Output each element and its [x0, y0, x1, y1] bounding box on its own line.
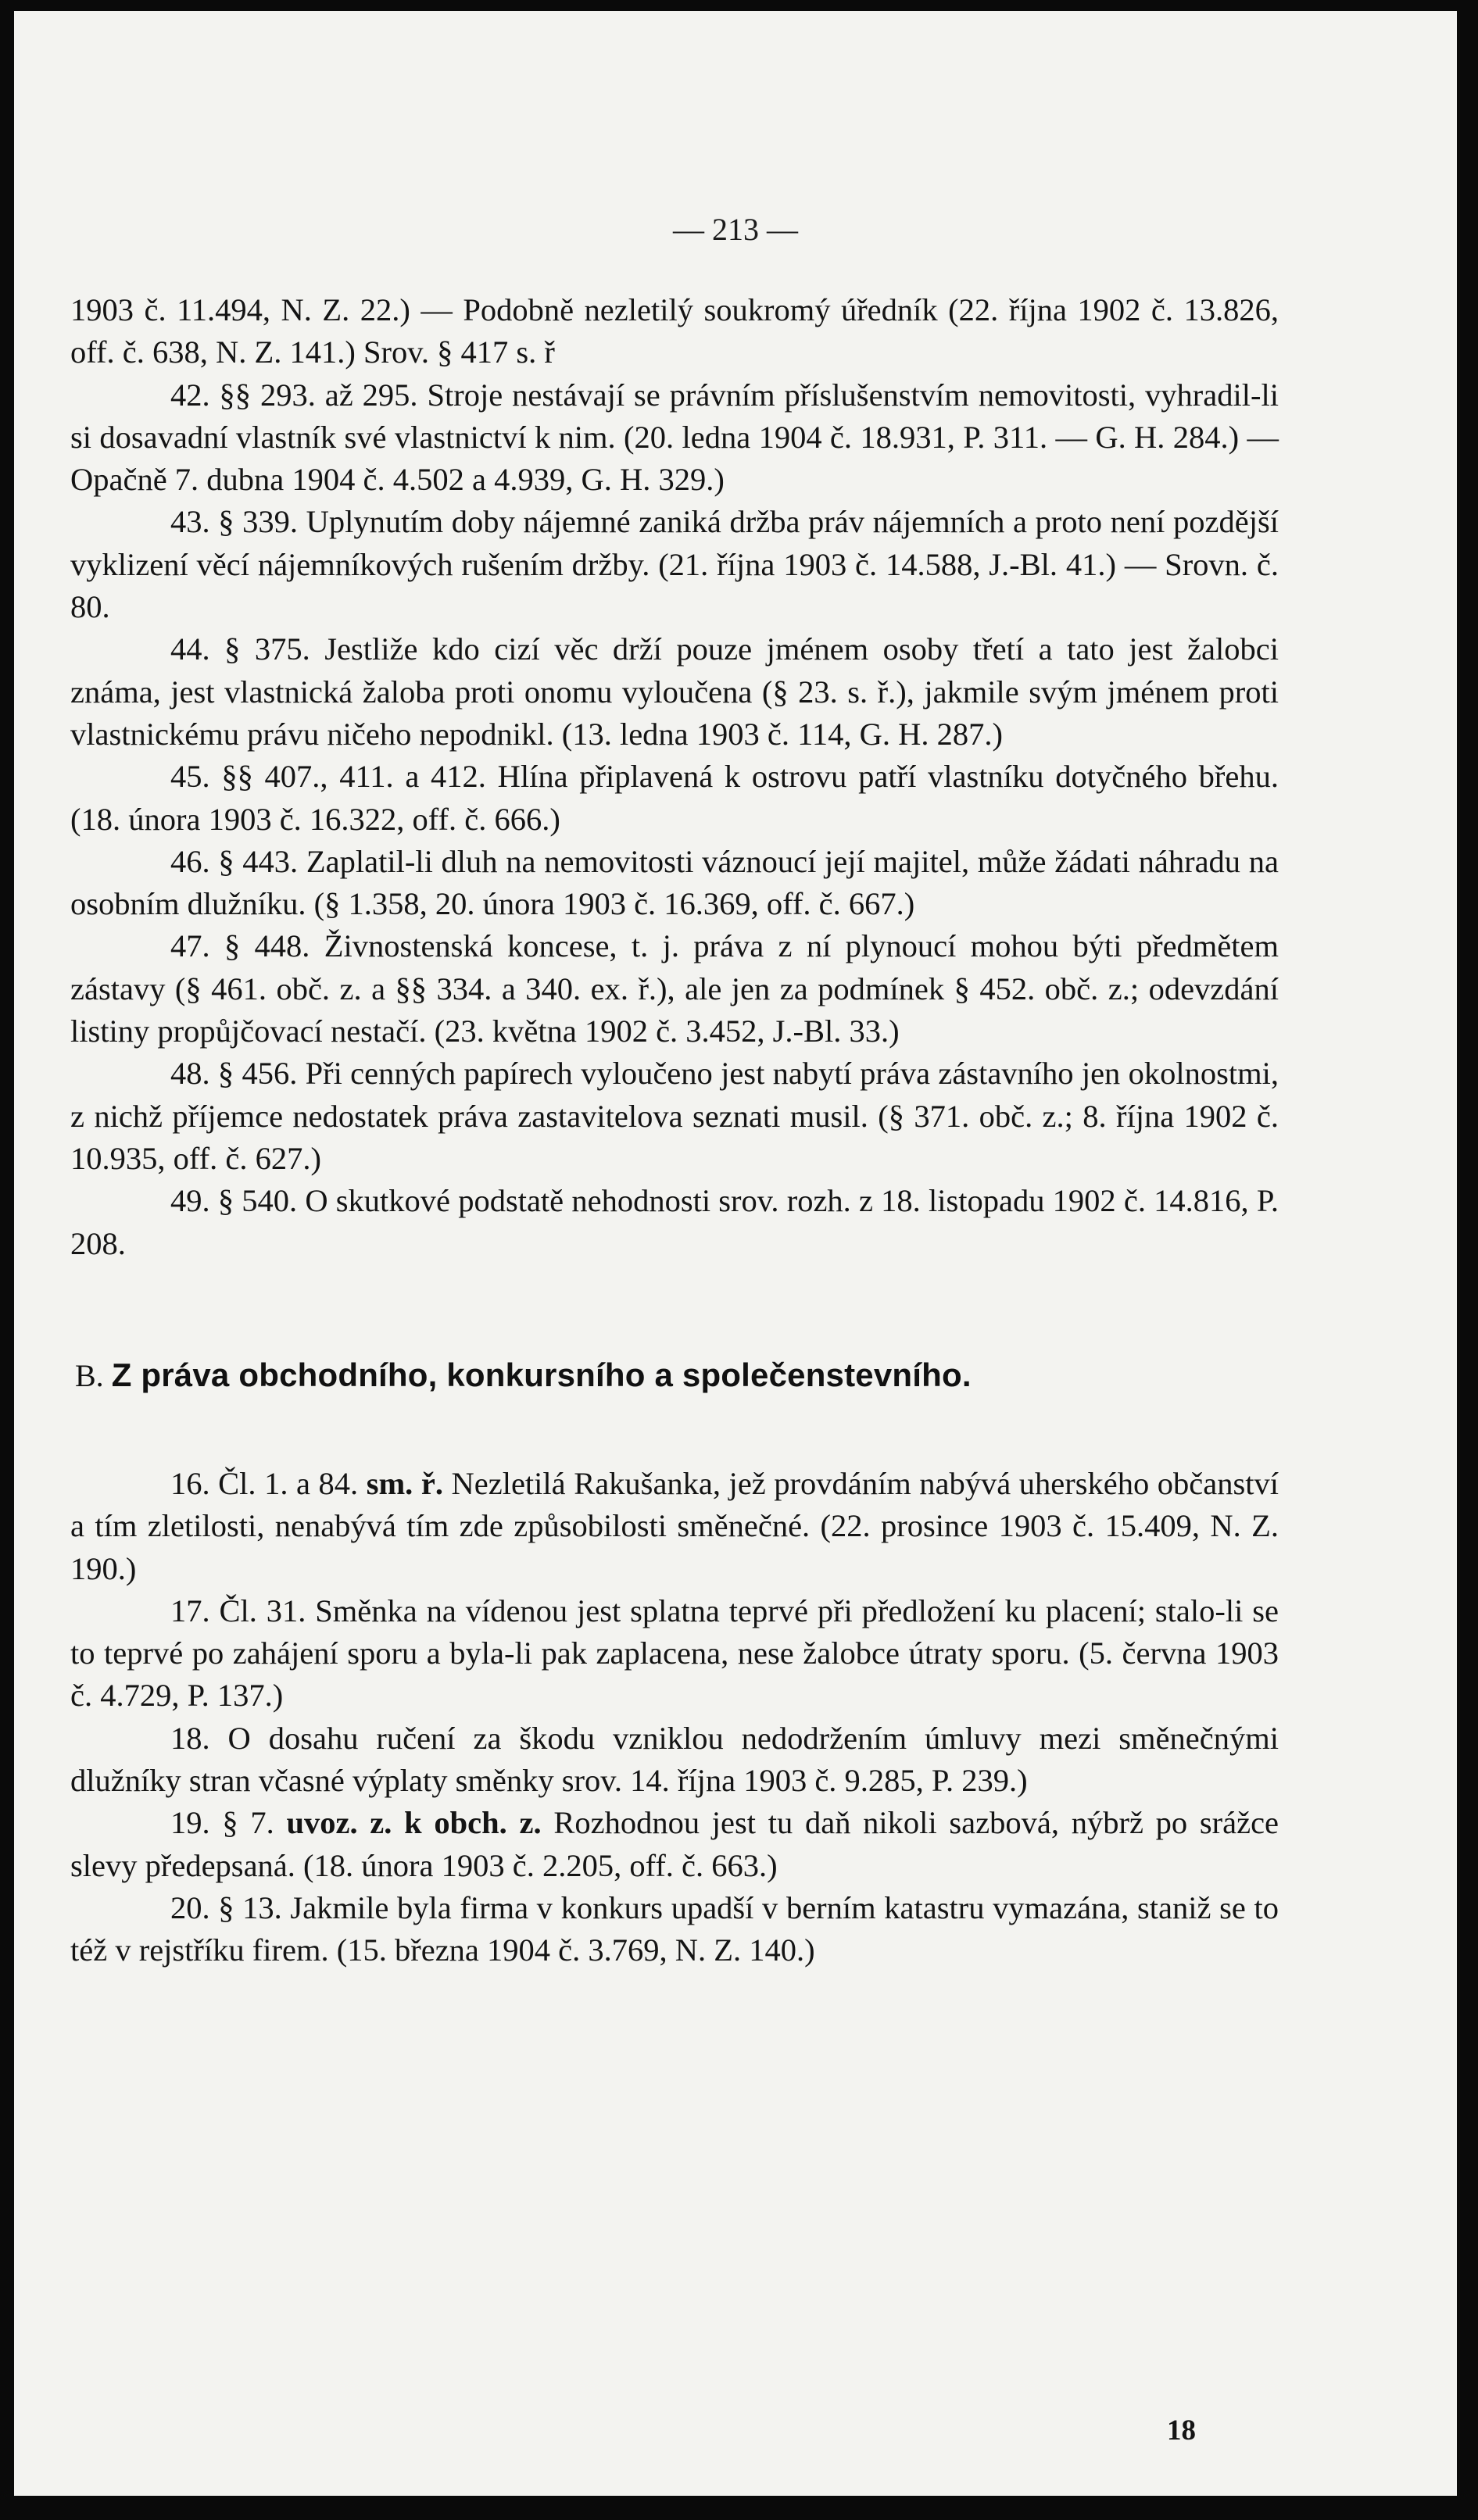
paragraph-44: 44. § 375. Jestliže kdo cizí věc drží pouze jménem osoby třetí a tato jest žalobci známa, jest vlastnická žaloba proti onomu vyloučena (§ 23. s. ř.), jakmile svým jménem proti vlastnickému právu ničeho nepodnikl. (13. ledna 1903 č. 114, G. H. 287.) — [70, 631, 1279, 752]
paragraph-19 — [70, 1802, 1279, 1887]
paragraph-16-text: Nezletilá Rakušanka, jež provdáním nabývá uherského občanství a tím zletilosti, nenabývá tím zde způsobilosti směnečné. (22. prosince 1903 č. 15.409, N. Z. 190.) — [70, 1466, 1279, 1586]
section-heading — [75, 1353, 1294, 1398]
page-number: — 213 — — [673, 212, 798, 247]
book-page — [14, 11, 1457, 2496]
paragraph-46: 46. § 443. Zaplatil-li dluh na nemovitosti váznoucí její majitel, může žádati náhradu na osobním dlužníku. (§ 1.358, 20. února 1903 č. 16.369, off. č. 667.) — [70, 843, 1279, 922]
signature-mark: 18 — [1167, 2415, 1196, 2447]
paragraph-49: 49. § 540. O skutkové podstatě nehodnosti srov. rozh. z 18. listopadu 1902 č. 14.816, P. 208. — [70, 1183, 1279, 1261]
paragraph-43: 43. § 339. Uplynutím doby nájemné zaniká držba práv nájemních a proto není pozdější vyklizení věcí nájemníkových rušením držby. (21. října 1903 č. 14.588, J.-Bl. 41.) — Srovn. č. 80. — [70, 504, 1279, 625]
paragraph-17: 17. Čl. 31. Směnka na vídenou jest splatna teprvé při předložení ku placení; stalo-li se to teprvé po zahájení sporu a byla-li pak zaplacena, nese žalobce útraty sporu. (5. června 1903 č. 4.729, P. 137.) — [70, 1592, 1279, 1714]
paragraph-continuation: 1903 č. 11.494, N. Z. 22.) — Podobně nezletilý soukromý úředník (22. října 1902 č. 13.826, off. č. 638, N. Z. 141.) Srov. § 417 s. ř — [70, 292, 1279, 370]
paragraph-45: 45. §§ 407., 411. a 412. Hlína připlavená k ostrovu patří vlastníku dotyčného břehu. (18. února 1903 č. 16.322, off. č. 666.) — [70, 759, 1279, 837]
paragraph-47: 47. § 448. Živnostenská koncese, t. j. práva z ní plynoucí mohou býti předmětem zástavy (§ 461. obč. z. a §§ 334. a 340. ex. ř.), ale jen za podmínek § 452. obč. z.; odevzdání listiny propůjčovací nestačí. (23. května 1902 č. 3.452, J.-Bl. 33.) — [70, 928, 1279, 1049]
paragraph-16-law: sm. ř. — [366, 1466, 443, 1501]
paragraph-16-ref: 16. Čl. 1. a 84. — [170, 1466, 359, 1501]
paragraph-19-text: Rozhodnou jest tu daň nikoli sazbová, nýbrž po srážce slevy předepsaná. (18. února 1903 č. 2.205, off. č. 663.) — [70, 1805, 1279, 1883]
paragraph-19-ref: 19. § 7. — [170, 1805, 274, 1841]
paragraph-20: 20. § 13. Jakmile byla firma v konkurs upadší v berním katastru vymazána, staniž se to též v rejstříku firem. (15. března 1904 č. 3.769, N. Z. 140.) — [70, 1889, 1279, 1968]
paragraph-48: 48. § 456. Při cenných papírech vyloučeno jest nabytí práva zástavního jen okolnostmi, z nichž příjemce nedostatek práva zastavitelova seznati musil. (§ 371. obč. z.; 8. října 1902 č. 10.935, off. č. 627.) — [70, 1056, 1279, 1176]
paragraph-19-law: uvoz. z. k obch. z. — [286, 1805, 542, 1841]
section-title: Z práva obchodního, konkursního a společenstevního. — [111, 1357, 972, 1393]
paragraph-42: 42. §§ 293. až 295. Stroje nestávají se právním příslušenstvím nemovitosti, vyhradil-li si dosavadní vlastník své vlastnictví k nim. (20. ledna 1904 č. 18.931, P. 311. — G. H. 284.) — Opačně 7. dubna 1904 č. 4.502 a 4.939, G. H. 329.) — [70, 377, 1279, 498]
paragraph-18: 18. O dosahu ručení za škodu vzniklou nedodržením úmluvy mezi směnečnými dlužníky stran včasné výplaty směnky srov. 14. října 1903 č. 9.285, P. 239.) — [70, 1720, 1279, 1799]
paragraph-16 — [70, 1463, 1279, 1590]
civil-law-section — [70, 289, 1279, 1265]
commercial-law-section — [70, 1463, 1279, 1972]
section-letter: B. — [75, 1358, 104, 1393]
